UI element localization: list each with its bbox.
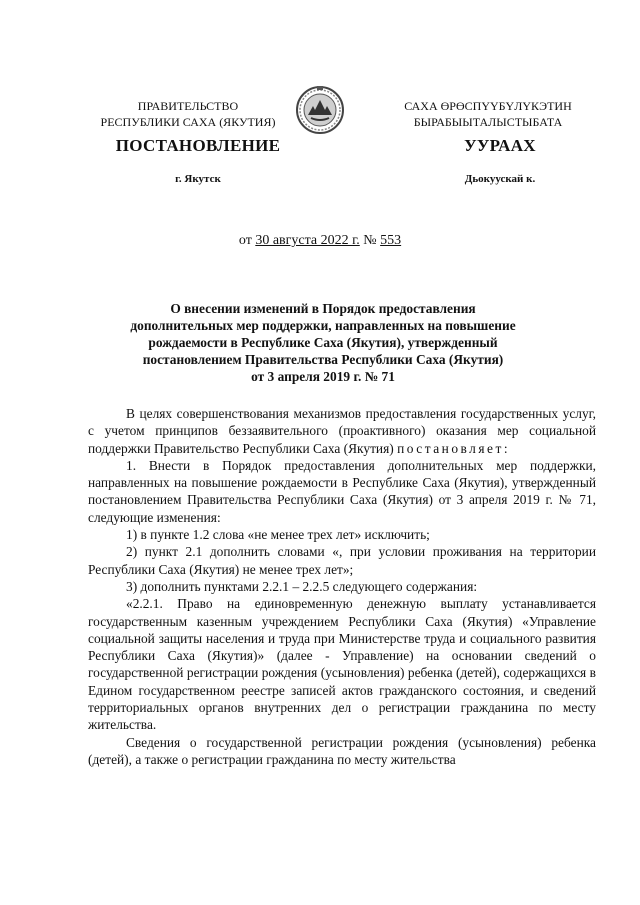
city-sakha: Дьокуускай к. xyxy=(464,173,536,185)
doc-type-ru: ПОСТАНОВЛЕНИЕ xyxy=(115,136,281,155)
date-prefix: от xyxy=(238,233,252,248)
header-right-sakha xyxy=(388,98,588,130)
heading-line: от 3 апреля 2019 г. № 71 xyxy=(251,369,395,384)
preamble-text: В целях совершенствования механизмов предоставления государственных услуг, с учетом принципов беззаявительного (проактивного) оказания мер социальной поддержки Правительство Республики Саха (Якутия) xyxy=(88,406,596,456)
header-left-line1: ПРАВИТЕЛЬСТВО xyxy=(137,99,239,113)
date-and-number xyxy=(0,233,640,249)
document-number: 553 xyxy=(380,233,402,248)
header-left-line2: РЕСПУБЛИКИ САХА (ЯКУТИЯ) xyxy=(100,115,276,129)
header-left-ru xyxy=(88,98,288,130)
heading-line: постановлением Правительства Республики Саха (Якутия) xyxy=(142,352,504,367)
paragraph-preamble xyxy=(88,405,596,457)
paragraph-continued: Сведения о государственной регистрации рождения (усыновления) ребенка (детей), а также о регистрации гражданина по месту жительства xyxy=(88,734,596,767)
document-body xyxy=(88,405,596,768)
paragraph-2-2-1: «2.2.1. Право на единовременную денежную выплату устанавливается государственным казенным учреждением Республики Саха (Якутия) «Управление социальной защиты населения и труда при Министерстве труда и социального развития Республики Саха (Якутия)» (далее - Управление) на основании сведений о государственной регистрации рождения (усыновления) ребенка (детей), содержащихся в Едином государственном реестре записей актов гражданского состояния, и сведений территориальных органов внутренних дел о регистрации гражданина по месту жительства. xyxy=(88,596,596,733)
paragraph-item-1: 1. Внести в Порядок предоставления дополнительных мер поддержки, направленных на повышение рождаемости в Республике Саха (Якутия), утвержденный постановлением Правительства Республики Саха (Якутия) от 3 апреля 2019 г. № 71, следующие изменения: xyxy=(88,457,596,525)
coat-of-arms-icon xyxy=(295,82,345,138)
heading-line: О внесении изменений в Порядок предоставления xyxy=(170,301,476,316)
preamble-resolves: постановляет: xyxy=(397,440,511,456)
document-date: 30 августа 2022 г. xyxy=(255,233,360,248)
heading-line: рождаемости в Республике Саха (Якутия), утвержденный xyxy=(148,335,498,350)
doc-type-sakha: УУРААХ xyxy=(464,136,536,155)
paragraph-sub-2: 2) пункт 2.1 дополнить словами «, при условии проживания на территории Республики Саха (Якутия) не менее трех лет»; xyxy=(88,544,596,577)
paragraph-sub-3: 3) дополнить пунктами 2.2.1 – 2.2.5 следующего содержания: xyxy=(126,578,478,594)
heading-line: дополнительных мер поддержки, направленных на повышение xyxy=(130,318,516,333)
number-sign: № xyxy=(363,233,377,248)
paragraph-sub-1: 1) в пункте 1.2 слова «не менее трех лет» исключить; xyxy=(126,527,430,543)
header-right-line2: БЫРАБЫЫТАЛЫСТЫБАТА xyxy=(413,115,563,129)
header-right-line1: САХА ӨРӨСПҮҮБҮЛҮКЭТИН xyxy=(404,99,572,113)
city-ru: г. Якутск xyxy=(175,173,221,185)
document-heading xyxy=(88,300,558,385)
